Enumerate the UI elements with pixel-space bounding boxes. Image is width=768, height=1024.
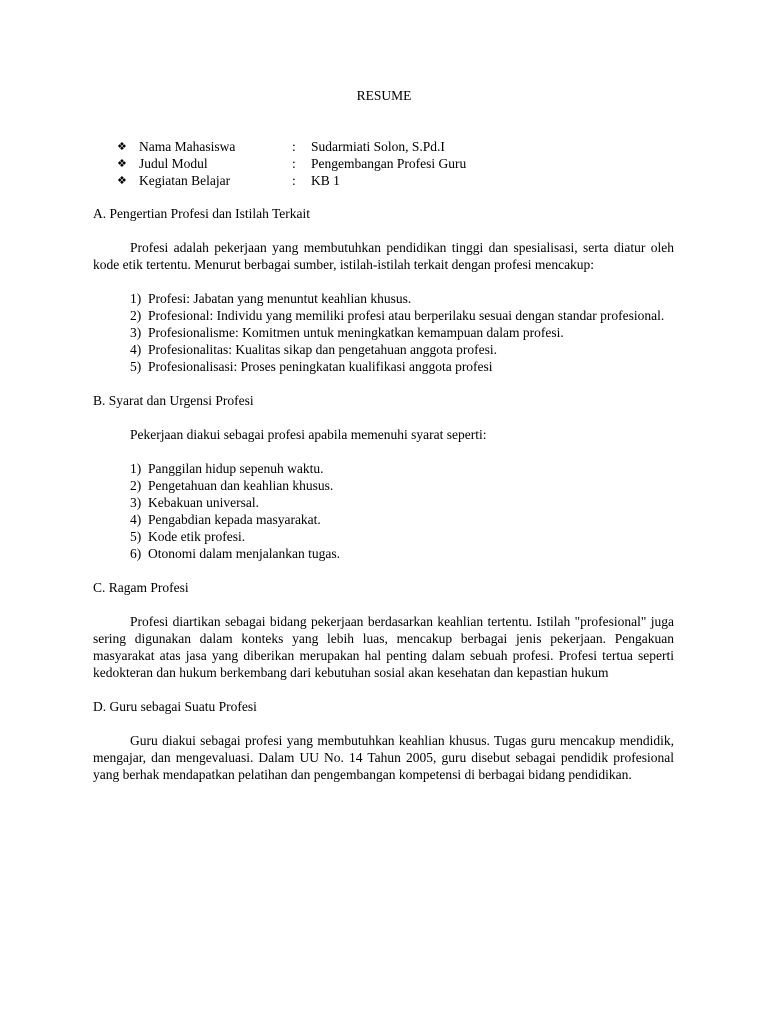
- info-label: Kegiatan Belajar: [139, 173, 231, 188]
- diamond-bullet-icon: ❖: [117, 174, 127, 187]
- info-table: [117, 138, 617, 189]
- list-number: 1): [130, 291, 142, 306]
- list-item: [93, 324, 674, 341]
- list-item: [93, 307, 674, 324]
- list-text: Pengetahuan dan keahlian khusus.: [148, 478, 334, 493]
- list-number: 2): [130, 478, 142, 493]
- list-text: Profesionalitas: Kualitas sikap dan pengetahuan anggota profesi.: [148, 342, 498, 357]
- list-number: 5): [130, 529, 142, 544]
- info-row: [117, 138, 617, 155]
- list-number: 4): [130, 512, 142, 527]
- list-text: Profesi: Jabatan yang menuntut keahlian khusus.: [148, 291, 412, 306]
- list-item: [93, 494, 674, 511]
- info-colon: :: [292, 139, 296, 154]
- list-item: [93, 545, 674, 562]
- list-number: 2): [130, 308, 142, 323]
- info-value: Sudarmiati Solon, S.Pd.I: [311, 139, 445, 154]
- list-text: Kode etik profesi.: [148, 529, 246, 544]
- info-row: [117, 172, 617, 189]
- info-row: [117, 155, 617, 172]
- list-text: Panggilan hidup sepenuh waktu.: [148, 461, 324, 476]
- info-colon: :: [292, 173, 296, 188]
- list-number: 3): [130, 325, 142, 340]
- list-item: [93, 528, 674, 545]
- list-text: Profesionalisme: Komitmen untuk meningkatkan kemampuan dalam profesi.: [148, 325, 564, 340]
- section-paragraph: Pekerjaan diakui sebagai profesi apabila memenuhi syarat seperti:: [130, 427, 487, 442]
- diamond-bullet-icon: ❖: [117, 157, 127, 170]
- list-number: 1): [130, 461, 142, 476]
- diamond-bullet-icon: ❖: [117, 140, 127, 153]
- document-title: RESUME: [356, 88, 412, 103]
- list-number: 4): [130, 342, 142, 357]
- section-heading: B. Syarat dan Urgensi Profesi: [93, 393, 254, 408]
- numbered-list: [93, 290, 674, 375]
- document-body: [93, 205, 674, 800]
- list-number: 6): [130, 546, 142, 561]
- info-value: Pengembangan Profesi Guru: [311, 156, 467, 171]
- list-number: 3): [130, 495, 142, 510]
- info-label: Nama Mahasiswa: [139, 139, 236, 154]
- section-paragraph: Guru diakui sebagai profesi yang membutuhkan keahlian khusus. Tugas guru mencakup mendidik, mengajar, dan mengevaluasi. Dalam UU No. 14 Tahun 2005, guru disebut sebagai pendidik profesional yang berhak mendapatkan pelatihan dan pengembangan kompetensi di berbagai bidang pendidikan.: [93, 733, 674, 782]
- info-label: Judul Modul: [139, 156, 208, 171]
- list-item: [93, 477, 674, 494]
- list-item: [93, 290, 674, 307]
- info-colon: :: [292, 156, 296, 171]
- list-text: Pengabdian kepada masyarakat.: [148, 512, 321, 527]
- list-number: 5): [130, 359, 142, 374]
- section-heading: C. Ragam Profesi: [93, 580, 189, 595]
- list-text: Profesionalisasi: Proses peningkatan kualifikasi anggota profesi: [148, 359, 493, 374]
- section-heading: D. Guru sebagai Suatu Profesi: [93, 699, 257, 714]
- list-item: [93, 511, 674, 528]
- list-text: Kebakuan universal.: [148, 495, 259, 510]
- list-item: [93, 460, 674, 477]
- section-paragraph: Profesi diartikan sebagai bidang pekerjaan berdasarkan keahlian tertentu. Istilah "profesional" juga sering digunakan dalam konteks yang lebih luas, mencakup berbagai jenis pekerjaan. Pengakuan masyarakat atas jasa yang diberikan merupakan hal penting dalam sebuah profesi. Profesi tertua seperti kedokteran dan hukum berkembang dari kebutuhan sosial akan kesehatan dan kepastian hukum: [93, 614, 674, 680]
- info-value: KB 1: [311, 173, 340, 188]
- section-paragraph: Profesi adalah pekerjaan yang membutuhkan pendidikan tinggi dan spesialisasi, serta diatur oleh kode etik tertentu. Menurut berbagai sumber, istilah-istilah terkait dengan profesi mencakup:: [93, 240, 674, 272]
- list-text: Otonomi dalam menjalankan tugas.: [148, 546, 340, 561]
- section-heading: A. Pengertian Profesi dan Istilah Terkait: [93, 206, 311, 221]
- list-item: [93, 341, 674, 358]
- list-text: Profesional: Individu yang memiliki profesi atau berperilaku sesuai dengan standar profesional.: [148, 308, 665, 323]
- list-item: [93, 358, 674, 375]
- numbered-list: [93, 460, 674, 562]
